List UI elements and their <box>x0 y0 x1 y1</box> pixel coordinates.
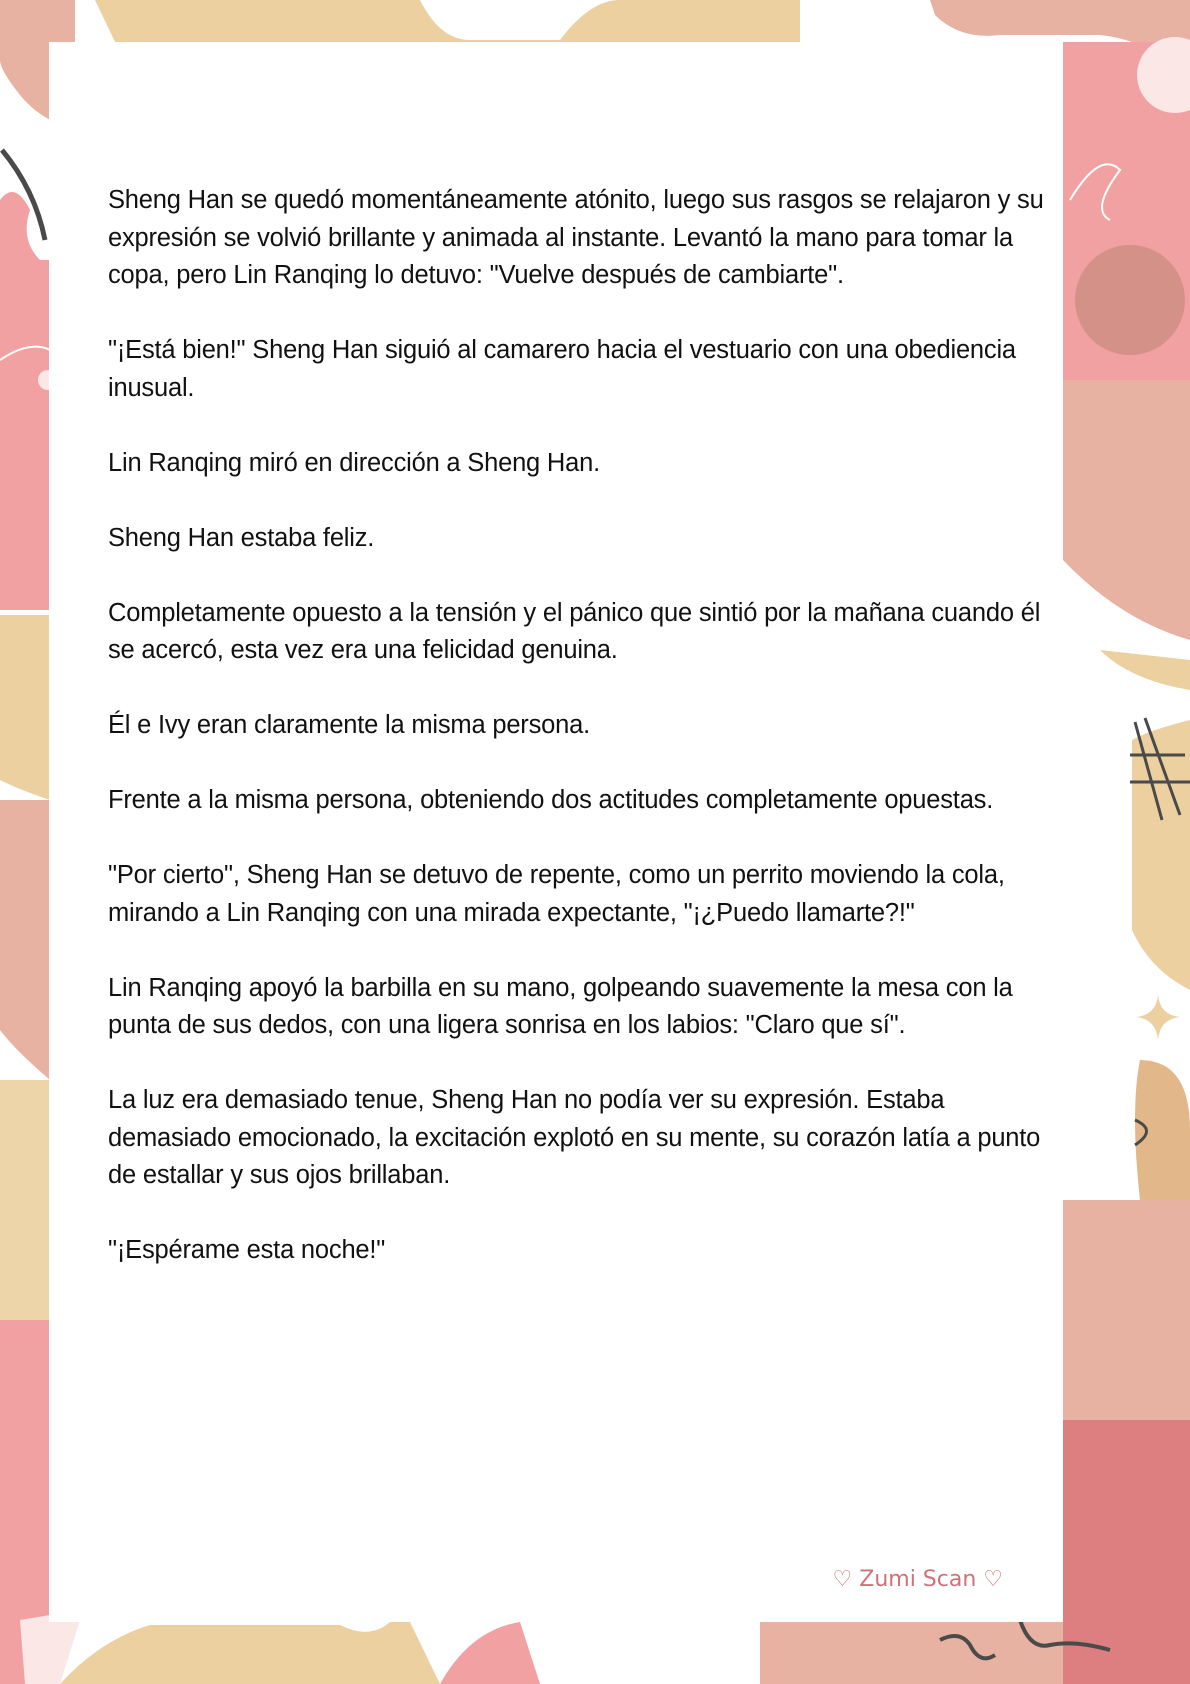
paragraph: La luz era demasiado tenue, Sheng Han no podía ver su expresión. Estaba demasiado emocionado, la excitación explotó en su mente, su corazón latía a punto de estallar y sus ojos brillaban. <box>108 1086 1041 1189</box>
paragraph: Lin Ranqing apoyó la barbilla en su mano, golpeando suavemente la mesa con la punta de sus dedos, con una ligera sonrisa en los labios: "Claro que sí". <box>108 973 1013 1039</box>
paragraph: Sheng Han estaba feliz. <box>108 523 375 552</box>
paragraph: "Por cierto", Sheng Han se detuvo de repente, como un perrito moviendo la cola, mirando a Lin Ranqing con una mirada expectante, "¡¿Puedo llamarte?!" <box>108 861 1005 927</box>
chapter-text <box>108 182 1048 1307</box>
scanlator-watermark: ♡ Zumi Scan ♡ <box>832 1567 1003 1592</box>
paragraph: Lin Ranqing miró en dirección a Sheng Han. <box>108 448 600 477</box>
paragraph: Él e Ivy eran claramente la misma persona. <box>108 711 590 739</box>
paragraph: Completamente opuesto a la tensión y el pánico que sintió por la mañana cuando él se acercó, esta vez era una felicidad genuina. <box>108 598 1041 664</box>
paragraph: Sheng Han se quedó momentáneamente atónito, luego sus rasgos se relajaron y su expresión se volvió brillante y animada al instante. Levantó la mano para tomar la copa, pero Lin Ranqing lo detuvo: "Vuelve después de cambiarte". <box>108 186 1044 289</box>
page-sheet <box>49 42 1063 1622</box>
paragraph: Frente a la misma persona, obteniendo dos actitudes completamente opuestas. <box>108 786 994 814</box>
paragraph: "¡Espérame esta noche!" <box>108 1236 386 1264</box>
paragraph: "¡Está bien!" Sheng Han siguió al camarero hacia el vestuario con una obediencia inusual. <box>108 336 1016 402</box>
